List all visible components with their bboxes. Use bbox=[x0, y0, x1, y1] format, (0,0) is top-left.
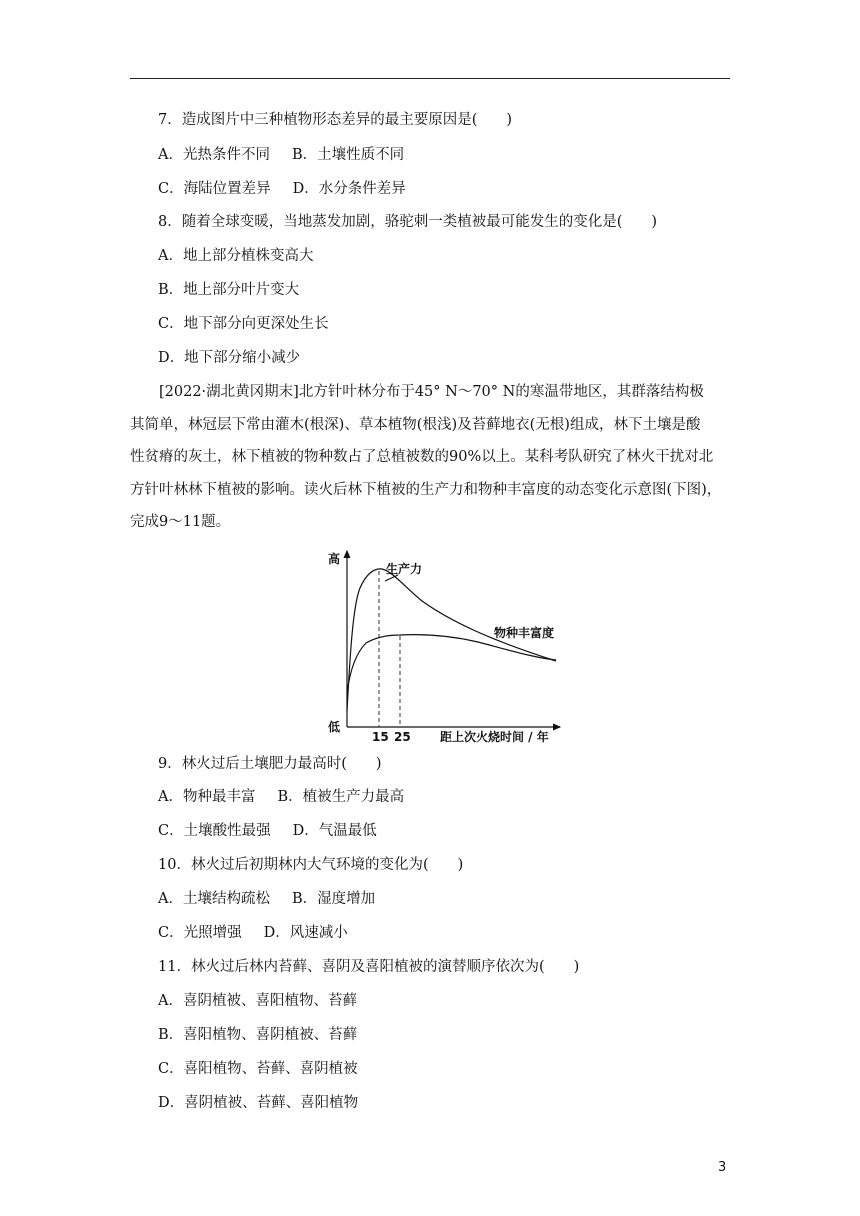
q9-option-d: D．气温最低 bbox=[292, 823, 377, 839]
q10-option-c: C．光照增强 bbox=[158, 925, 242, 941]
x-axis-label: 距上次火烧时间 / 年 bbox=[440, 730, 549, 744]
q7-option-c: C．海陆位置差异 bbox=[158, 181, 271, 197]
q7-options-row2 bbox=[158, 179, 406, 199]
passage-line-4: 方针叶林林下植被的影响。读火后林下植被的生产力和物种丰富度的动态变化示意图(下图)， bbox=[130, 481, 722, 498]
q7-option-b: B．土壤性质不同 bbox=[291, 147, 405, 163]
q11-option-d: D．喜阴植被、苔藓、喜阳植物 bbox=[158, 1095, 359, 1111]
q9-option-b: B．植被生产力最高 bbox=[277, 789, 405, 805]
productivity-richness-chart bbox=[320, 545, 570, 745]
q9-options-row1 bbox=[158, 787, 404, 807]
x-tick-15: 15 bbox=[372, 730, 389, 744]
page-number: 3 bbox=[718, 1160, 727, 1175]
passage-line-1: [2022·湖北黄冈期末]北方针叶林分布于45° N～70° N的寒温带地区，其群落结构极 bbox=[159, 384, 704, 400]
passage-line-3: 性贫瘠的灰土，林下植被的物种数占了总植被数的90%以上。某科考队研究了林火干扰对北 bbox=[130, 449, 714, 465]
passage-line-2: 其简单，林冠层下常由灌木(根深)、草本植物(根浅)及苔藓地衣(无根)组成，林下土壤是酸 bbox=[130, 416, 701, 433]
x-tick-25: 25 bbox=[394, 730, 411, 744]
y-label-low: 低 bbox=[328, 720, 341, 734]
q11-stem: 11．林火过后林内苔藓、喜阴及喜阳植被的演替顺序依次为( ) bbox=[158, 959, 580, 975]
q10-options-row1 bbox=[158, 889, 375, 909]
series-label-productivity: 生产力 bbox=[386, 562, 423, 576]
q9-stem: 9．林火过后土壤肥力最高时( ) bbox=[158, 756, 382, 772]
q9-options-row2 bbox=[158, 821, 377, 841]
q8-option-a: A．地上部分植株变高大 bbox=[158, 248, 314, 264]
q9-option-c: C．土壤酸性最强 bbox=[158, 823, 271, 839]
q7-options-row1 bbox=[158, 145, 404, 165]
q7-option-d: D．水分条件差异 bbox=[292, 181, 406, 197]
q8-stem: 8．随着全球变暖，当地蒸发加剧，骆驼刺一类植被最可能发生的变化是( ) bbox=[158, 214, 658, 230]
q8-option-d: D．地下部分缩小减少 bbox=[158, 350, 301, 366]
y-label-high: 高 bbox=[328, 552, 341, 566]
passage bbox=[130, 376, 730, 539]
q11-option-c: C．喜阳植物、苔藓、喜阴植被 bbox=[158, 1061, 358, 1077]
q11-option-b: B．喜阳植物、喜阴植被、苔藓 bbox=[158, 1027, 358, 1043]
q8-option-b: B．地上部分叶片变大 bbox=[158, 282, 300, 298]
q9-option-a: A．物种最丰富 bbox=[158, 789, 256, 805]
q10-option-a: A．土壤结构疏松 bbox=[158, 891, 270, 907]
q11-option-a: A．喜阴植被、喜阳植物、苔藓 bbox=[158, 993, 357, 1009]
richness-curve bbox=[347, 635, 556, 693]
passage-line-5: 完成9～11题。 bbox=[130, 514, 231, 530]
q10-options-row2 bbox=[158, 923, 348, 943]
q7-option-a: A．光热条件不同 bbox=[158, 147, 270, 163]
series-label-richness: 物种丰富度 bbox=[494, 626, 555, 640]
q10-option-d: D．风速减小 bbox=[263, 925, 348, 941]
q10-stem: 10．林火过后初期林内大气环境的变化为( ) bbox=[158, 857, 464, 873]
q7-stem: 7．造成图片中三种植物形态差异的最主要原因是( ) bbox=[158, 112, 513, 128]
q8-option-c: C．地下部分向更深处生长 bbox=[158, 316, 329, 332]
q10-option-b: B．湿度增加 bbox=[291, 891, 376, 907]
header-rule bbox=[130, 78, 730, 79]
